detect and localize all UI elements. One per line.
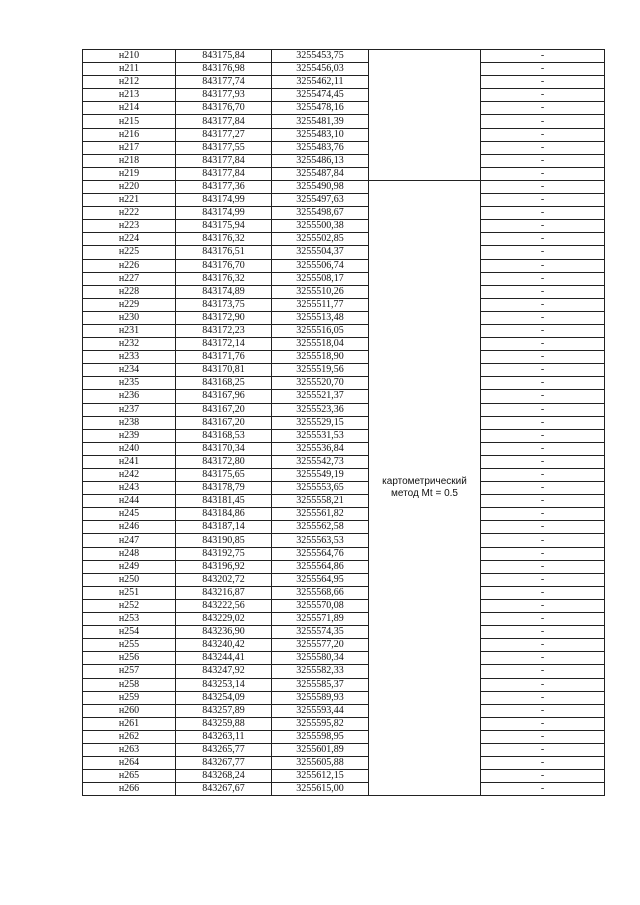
extra-value-cell: - [481, 377, 605, 390]
point-id-cell: н219 [83, 167, 176, 180]
y-coordinate-cell: 3255577,20 [272, 639, 369, 652]
table-row [83, 115, 605, 128]
point-id-cell: н241 [83, 455, 176, 468]
extra-value-cell: - [481, 586, 605, 599]
table-row [83, 364, 605, 377]
point-id-cell: н214 [83, 102, 176, 115]
y-coordinate-cell: 3255585,37 [272, 678, 369, 691]
y-coordinate-cell: 3255511,77 [272, 298, 369, 311]
table-row [83, 521, 605, 534]
extra-value-cell: - [481, 743, 605, 756]
x-coordinate-cell: 843254,09 [176, 691, 272, 704]
table-row [83, 639, 605, 652]
table-row [83, 390, 605, 403]
point-id-cell: н261 [83, 717, 176, 730]
y-coordinate-cell: 3255605,88 [272, 757, 369, 770]
point-id-cell: н223 [83, 220, 176, 233]
extra-value-cell: - [481, 691, 605, 704]
extra-value-cell: - [481, 495, 605, 508]
y-coordinate-cell: 3255520,70 [272, 377, 369, 390]
extra-value-cell: - [481, 573, 605, 586]
table-row [83, 678, 605, 691]
table-row [83, 377, 605, 390]
y-coordinate-cell: 3255564,86 [272, 560, 369, 573]
point-id-cell: н245 [83, 508, 176, 521]
y-coordinate-cell: 3255595,82 [272, 717, 369, 730]
y-coordinate-cell: 3255558,21 [272, 495, 369, 508]
x-coordinate-cell: 843196,92 [176, 560, 272, 573]
y-coordinate-cell: 3255531,53 [272, 429, 369, 442]
table-row [83, 534, 605, 547]
table-row [83, 259, 605, 272]
point-id-cell: н231 [83, 324, 176, 337]
y-coordinate-cell: 3255598,95 [272, 730, 369, 743]
x-coordinate-cell: 843172,23 [176, 324, 272, 337]
y-coordinate-cell: 3255518,04 [272, 338, 369, 351]
y-coordinate-cell: 3255508,17 [272, 272, 369, 285]
point-id-cell: н228 [83, 285, 176, 298]
x-coordinate-cell: 843268,24 [176, 770, 272, 783]
point-id-cell: н229 [83, 298, 176, 311]
extra-value-cell: - [481, 50, 605, 63]
y-coordinate-cell: 3255510,26 [272, 285, 369, 298]
table-row [83, 416, 605, 429]
extra-value-cell: - [481, 455, 605, 468]
x-coordinate-cell: 843167,20 [176, 416, 272, 429]
x-coordinate-cell: 843253,14 [176, 678, 272, 691]
table-row [83, 495, 605, 508]
x-coordinate-cell: 843192,75 [176, 547, 272, 560]
x-coordinate-cell: 843184,86 [176, 508, 272, 521]
table-row [83, 652, 605, 665]
y-coordinate-cell: 3255486,13 [272, 154, 369, 167]
y-coordinate-cell: 3255529,15 [272, 416, 369, 429]
y-coordinate-cell: 3255483,76 [272, 141, 369, 154]
extra-value-cell: - [481, 128, 605, 141]
extra-value-cell: - [481, 298, 605, 311]
x-coordinate-cell: 843229,02 [176, 613, 272, 626]
y-coordinate-cell: 3255564,95 [272, 573, 369, 586]
y-coordinate-cell: 3255523,36 [272, 403, 369, 416]
point-id-cell: н266 [83, 783, 176, 796]
x-coordinate-cell: 843170,34 [176, 442, 272, 455]
x-coordinate-cell: 843177,27 [176, 128, 272, 141]
table-row [83, 63, 605, 76]
point-id-cell: н257 [83, 665, 176, 678]
extra-value-cell: - [481, 534, 605, 547]
point-id-cell: н262 [83, 730, 176, 743]
point-id-cell: н239 [83, 429, 176, 442]
y-coordinate-cell: 3255570,08 [272, 599, 369, 612]
x-coordinate-cell: 843168,53 [176, 429, 272, 442]
point-id-cell: н230 [83, 311, 176, 324]
point-id-cell: н225 [83, 246, 176, 259]
y-coordinate-cell: 3255490,98 [272, 180, 369, 193]
point-id-cell: н265 [83, 770, 176, 783]
table-row [83, 141, 605, 154]
point-id-cell: н242 [83, 469, 176, 482]
x-coordinate-cell: 843177,84 [176, 154, 272, 167]
table-row [83, 573, 605, 586]
y-coordinate-cell: 3255453,75 [272, 50, 369, 63]
point-id-cell: н236 [83, 390, 176, 403]
table-row [83, 324, 605, 337]
y-coordinate-cell: 3255563,53 [272, 534, 369, 547]
extra-value-cell: - [481, 704, 605, 717]
table-row [83, 586, 605, 599]
point-id-cell: н246 [83, 521, 176, 534]
y-coordinate-cell: 3255589,93 [272, 691, 369, 704]
extra-value-cell: - [481, 207, 605, 220]
extra-value-cell: - [481, 442, 605, 455]
table-row [83, 180, 605, 193]
point-id-cell: н217 [83, 141, 176, 154]
y-coordinate-cell: 3255478,16 [272, 102, 369, 115]
table-row [83, 626, 605, 639]
extra-value-cell: - [481, 678, 605, 691]
y-coordinate-cell: 3255502,85 [272, 233, 369, 246]
y-coordinate-cell: 3255568,66 [272, 586, 369, 599]
table-row [83, 233, 605, 246]
table-row [83, 76, 605, 89]
table-row [83, 102, 605, 115]
table-row [83, 482, 605, 495]
point-id-cell: н232 [83, 338, 176, 351]
y-coordinate-cell: 3255504,37 [272, 246, 369, 259]
x-coordinate-cell: 843177,36 [176, 180, 272, 193]
point-id-cell: н233 [83, 351, 176, 364]
x-coordinate-cell: 843190,85 [176, 534, 272, 547]
point-id-cell: н221 [83, 194, 176, 207]
y-coordinate-cell: 3255519,56 [272, 364, 369, 377]
x-coordinate-cell: 843167,20 [176, 403, 272, 416]
table-row [83, 469, 605, 482]
x-coordinate-cell: 843177,74 [176, 76, 272, 89]
extra-value-cell: - [481, 390, 605, 403]
extra-value-cell: - [481, 141, 605, 154]
y-coordinate-cell: 3255561,82 [272, 508, 369, 521]
point-id-cell: н215 [83, 115, 176, 128]
x-coordinate-cell: 843175,84 [176, 50, 272, 63]
extra-value-cell: - [481, 167, 605, 180]
y-coordinate-cell: 3255483,10 [272, 128, 369, 141]
table-row [83, 783, 605, 796]
table-row [83, 665, 605, 678]
x-coordinate-cell: 843174,89 [176, 285, 272, 298]
y-coordinate-cell: 3255571,89 [272, 613, 369, 626]
point-id-cell: н243 [83, 482, 176, 495]
extra-value-cell: - [481, 89, 605, 102]
extra-value-cell: - [481, 665, 605, 678]
point-id-cell: н259 [83, 691, 176, 704]
x-coordinate-cell: 843167,96 [176, 390, 272, 403]
x-coordinate-cell: 843177,84 [176, 167, 272, 180]
x-coordinate-cell: 843168,25 [176, 377, 272, 390]
point-id-cell: н251 [83, 586, 176, 599]
x-coordinate-cell: 843178,79 [176, 482, 272, 495]
point-id-cell: н216 [83, 128, 176, 141]
extra-value-cell: - [481, 220, 605, 233]
table-row [83, 547, 605, 560]
extra-value-cell: - [481, 757, 605, 770]
y-coordinate-cell: 3255516,05 [272, 324, 369, 337]
extra-value-cell: - [481, 626, 605, 639]
x-coordinate-cell: 843176,98 [176, 63, 272, 76]
x-coordinate-cell: 843170,81 [176, 364, 272, 377]
extra-value-cell: - [481, 599, 605, 612]
table-row [83, 298, 605, 311]
x-coordinate-cell: 843175,65 [176, 469, 272, 482]
point-id-cell: н249 [83, 560, 176, 573]
extra-value-cell: - [481, 351, 605, 364]
table-row [83, 704, 605, 717]
extra-value-cell: - [481, 76, 605, 89]
extra-value-cell: - [481, 416, 605, 429]
y-coordinate-cell: 3255497,63 [272, 194, 369, 207]
table-row [83, 128, 605, 141]
coordinates-table-body [83, 50, 605, 796]
x-coordinate-cell: 843177,84 [176, 115, 272, 128]
table-row [83, 691, 605, 704]
point-id-cell: н263 [83, 743, 176, 756]
coordinates-sheet [82, 49, 605, 796]
y-coordinate-cell: 3255580,34 [272, 652, 369, 665]
x-coordinate-cell: 843263,11 [176, 730, 272, 743]
extra-value-cell: - [481, 338, 605, 351]
extra-value-cell: - [481, 63, 605, 76]
table-row [83, 613, 605, 626]
table-row [83, 442, 605, 455]
extra-value-cell: - [481, 429, 605, 442]
y-coordinate-cell: 3255521,37 [272, 390, 369, 403]
y-coordinate-cell: 3255549,19 [272, 469, 369, 482]
y-coordinate-cell: 3255518,90 [272, 351, 369, 364]
extra-value-cell: - [481, 324, 605, 337]
extra-value-cell: - [481, 521, 605, 534]
x-coordinate-cell: 843267,77 [176, 757, 272, 770]
table-row [83, 455, 605, 468]
x-coordinate-cell: 843257,89 [176, 704, 272, 717]
table-row [83, 599, 605, 612]
x-coordinate-cell: 843176,32 [176, 272, 272, 285]
point-id-cell: н247 [83, 534, 176, 547]
point-id-cell: н248 [83, 547, 176, 560]
x-coordinate-cell: 843259,88 [176, 717, 272, 730]
point-id-cell: н250 [83, 573, 176, 586]
extra-value-cell: - [481, 770, 605, 783]
x-coordinate-cell: 843174,99 [176, 207, 272, 220]
method-accuracy: метод Mt = 0.5 [391, 488, 458, 500]
extra-value-cell: - [481, 482, 605, 495]
x-coordinate-cell: 843244,41 [176, 652, 272, 665]
table-row [83, 154, 605, 167]
x-coordinate-cell: 843177,93 [176, 89, 272, 102]
y-coordinate-cell: 3255462,11 [272, 76, 369, 89]
point-id-cell: н237 [83, 403, 176, 416]
point-id-cell: н240 [83, 442, 176, 455]
x-coordinate-cell: 843175,94 [176, 220, 272, 233]
point-id-cell: н220 [83, 180, 176, 193]
point-id-cell: н212 [83, 76, 176, 89]
point-id-cell: н252 [83, 599, 176, 612]
y-coordinate-cell: 3255481,39 [272, 115, 369, 128]
y-coordinate-cell: 3255562,58 [272, 521, 369, 534]
extra-value-cell: - [481, 115, 605, 128]
extra-value-cell: - [481, 233, 605, 246]
point-id-cell: н211 [83, 63, 176, 76]
extra-value-cell: - [481, 180, 605, 193]
x-coordinate-cell: 843176,70 [176, 102, 272, 115]
extra-value-cell: - [481, 613, 605, 626]
point-id-cell: н255 [83, 639, 176, 652]
table-row [83, 89, 605, 102]
x-coordinate-cell: 843265,77 [176, 743, 272, 756]
y-coordinate-cell: 3255615,00 [272, 783, 369, 796]
table-row [83, 717, 605, 730]
point-id-cell: н235 [83, 377, 176, 390]
method-cell [369, 180, 481, 795]
point-id-cell: н256 [83, 652, 176, 665]
y-coordinate-cell: 3255553,65 [272, 482, 369, 495]
y-coordinate-cell: 3255612,15 [272, 770, 369, 783]
x-coordinate-cell: 843172,90 [176, 311, 272, 324]
point-id-cell: н238 [83, 416, 176, 429]
point-id-cell: н210 [83, 50, 176, 63]
y-coordinate-cell: 3255506,74 [272, 259, 369, 272]
table-row [83, 50, 605, 63]
table-row [83, 194, 605, 207]
method-name: картометрический [382, 476, 467, 488]
extra-value-cell: - [481, 560, 605, 573]
x-coordinate-cell: 843187,14 [176, 521, 272, 534]
x-coordinate-cell: 843174,99 [176, 194, 272, 207]
extra-value-cell: - [481, 272, 605, 285]
point-id-cell: н213 [83, 89, 176, 102]
extra-value-cell: - [481, 364, 605, 377]
extra-value-cell: - [481, 194, 605, 207]
table-row [83, 757, 605, 770]
extra-value-cell: - [481, 717, 605, 730]
extra-value-cell: - [481, 639, 605, 652]
table-row [83, 311, 605, 324]
extra-value-cell: - [481, 652, 605, 665]
point-id-cell: н264 [83, 757, 176, 770]
y-coordinate-cell: 3255593,44 [272, 704, 369, 717]
y-coordinate-cell: 3255601,89 [272, 743, 369, 756]
point-id-cell: н227 [83, 272, 176, 285]
point-id-cell: н234 [83, 364, 176, 377]
extra-value-cell: - [481, 246, 605, 259]
table-row [83, 429, 605, 442]
x-coordinate-cell: 843177,55 [176, 141, 272, 154]
y-coordinate-cell: 3255574,35 [272, 626, 369, 639]
extra-value-cell: - [481, 154, 605, 167]
extra-value-cell: - [481, 102, 605, 115]
y-coordinate-cell: 3255498,67 [272, 207, 369, 220]
y-coordinate-cell: 3255536,84 [272, 442, 369, 455]
extra-value-cell: - [481, 730, 605, 743]
x-coordinate-cell: 843247,92 [176, 665, 272, 678]
point-id-cell: н244 [83, 495, 176, 508]
extra-value-cell: - [481, 469, 605, 482]
point-id-cell: н222 [83, 207, 176, 220]
table-row [83, 220, 605, 233]
x-coordinate-cell: 843236,90 [176, 626, 272, 639]
point-id-cell: н258 [83, 678, 176, 691]
x-coordinate-cell: 843240,42 [176, 639, 272, 652]
x-coordinate-cell: 843222,56 [176, 599, 272, 612]
x-coordinate-cell: 843267,67 [176, 783, 272, 796]
coordinates-table [82, 49, 605, 796]
x-coordinate-cell: 843173,75 [176, 298, 272, 311]
x-coordinate-cell: 843172,14 [176, 338, 272, 351]
table-row [83, 338, 605, 351]
extra-value-cell: - [481, 547, 605, 560]
table-row [83, 560, 605, 573]
table-row [83, 285, 605, 298]
table-row [83, 272, 605, 285]
x-coordinate-cell: 843181,45 [176, 495, 272, 508]
x-coordinate-cell: 843171,76 [176, 351, 272, 364]
x-coordinate-cell: 843172,80 [176, 455, 272, 468]
y-coordinate-cell: 3255487,84 [272, 167, 369, 180]
extra-value-cell: - [481, 783, 605, 796]
table-row [83, 351, 605, 364]
y-coordinate-cell: 3255513,48 [272, 311, 369, 324]
x-coordinate-cell: 843176,51 [176, 246, 272, 259]
point-id-cell: н226 [83, 259, 176, 272]
point-id-cell: н260 [83, 704, 176, 717]
extra-value-cell: - [481, 508, 605, 521]
y-coordinate-cell: 3255582,33 [272, 665, 369, 678]
table-row [83, 403, 605, 416]
table-row [83, 730, 605, 743]
extra-value-cell: - [481, 311, 605, 324]
extra-value-cell: - [481, 285, 605, 298]
y-coordinate-cell: 3255564,76 [272, 547, 369, 560]
y-coordinate-cell: 3255542,73 [272, 455, 369, 468]
method-cell [369, 50, 481, 181]
point-id-cell: н224 [83, 233, 176, 246]
table-row [83, 207, 605, 220]
point-id-cell: н218 [83, 154, 176, 167]
y-coordinate-cell: 3255500,38 [272, 220, 369, 233]
point-id-cell: н253 [83, 613, 176, 626]
table-row [83, 246, 605, 259]
x-coordinate-cell: 843202,72 [176, 573, 272, 586]
table-row [83, 508, 605, 521]
point-id-cell: н254 [83, 626, 176, 639]
x-coordinate-cell: 843176,32 [176, 233, 272, 246]
extra-value-cell: - [481, 403, 605, 416]
x-coordinate-cell: 843176,70 [176, 259, 272, 272]
y-coordinate-cell: 3255456,03 [272, 63, 369, 76]
extra-value-cell: - [481, 259, 605, 272]
y-coordinate-cell: 3255474,45 [272, 89, 369, 102]
x-coordinate-cell: 843216,87 [176, 586, 272, 599]
table-row [83, 167, 605, 180]
table-row [83, 743, 605, 756]
table-row [83, 770, 605, 783]
